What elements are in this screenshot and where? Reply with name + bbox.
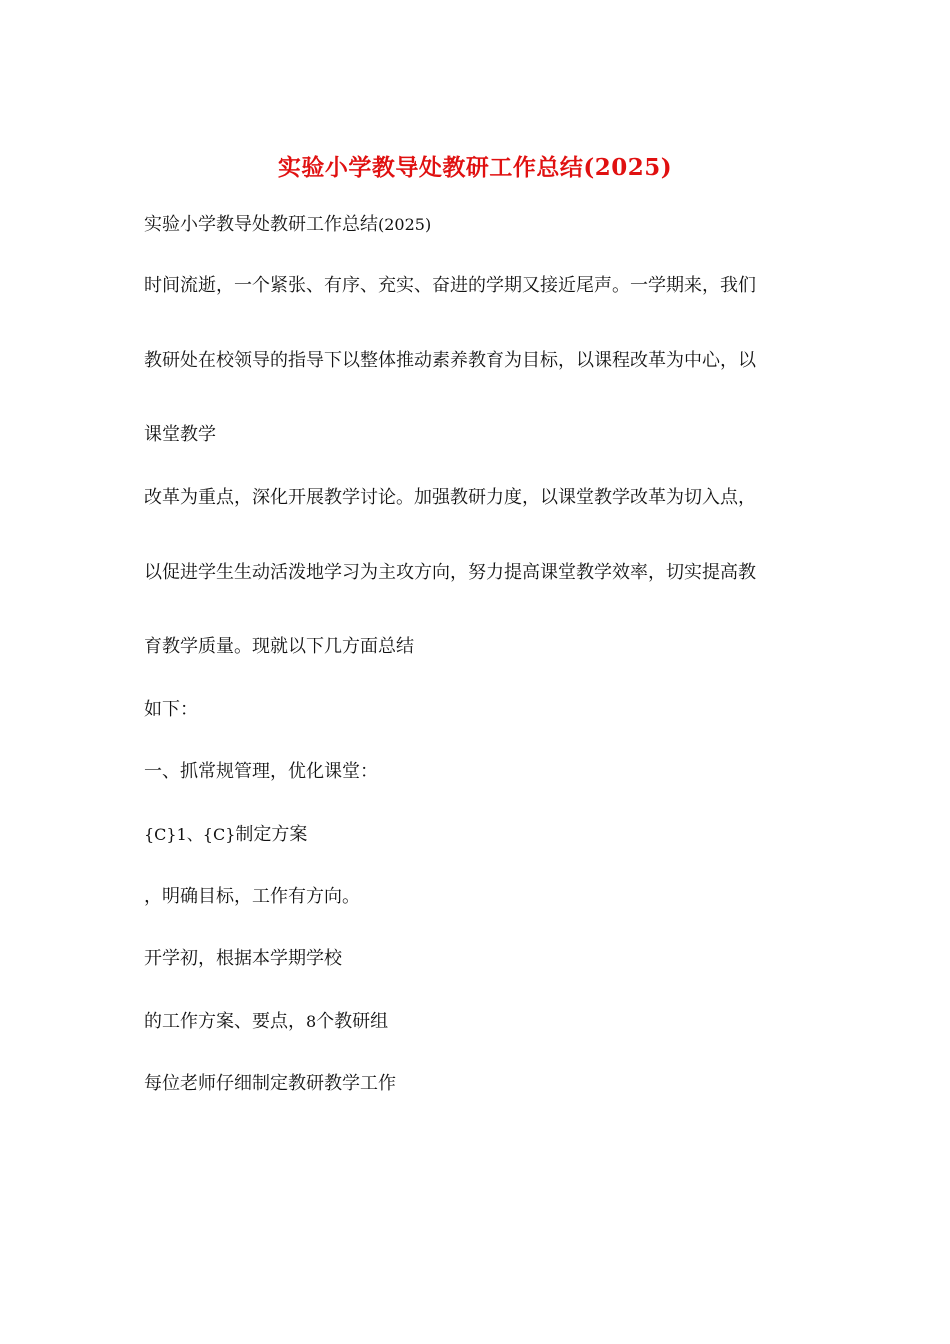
paragraph-line xyxy=(144,1009,388,1035)
subtitle-text: 实验小学教导处教研工作总结 xyxy=(144,214,378,235)
line-suffix: 个教研组 xyxy=(316,1011,389,1032)
paragraph-line: 以促进学生生动活泼地学习为主攻方向，努力提高课堂教学效率，切实提高教 xyxy=(144,562,756,583)
section-heading: 一、抓常规管理，优化课堂： xyxy=(144,761,378,782)
group-count: 8 xyxy=(306,1012,317,1031)
list-item-marker: {C}1、{C} xyxy=(144,825,236,844)
line-prefix: 的工作方案、要点， xyxy=(144,1011,306,1032)
paragraph-line: 教研处在校领导的指导下以整体推动素养教育为目标，以课程改革为中心，以 xyxy=(144,350,756,371)
paragraph-line: 开学初，根据本学期学校 xyxy=(144,948,342,969)
paragraph-line: ，明确目标，工作有方向。 xyxy=(144,886,360,907)
document-subtitle xyxy=(144,212,431,238)
subtitle-year: (2025) xyxy=(378,215,432,234)
paragraph-line: 育教学质量。现就以下几方面总结 xyxy=(144,636,414,657)
paragraph-line: 每位老师仔细制定教研教学工作 xyxy=(144,1073,396,1094)
paragraph-line: 改革为重点，深化开展教学讨论。加强教研力度，以课堂教学改革为切入点， xyxy=(144,487,756,508)
list-item-label: 制定方案 xyxy=(235,824,308,845)
paragraph-line: 时间流逝，一个紧张、有序、充实、奋进的学期又接近尾声。一学期来，我们 xyxy=(144,275,756,296)
paragraph-line: 课堂教学 xyxy=(144,424,216,445)
paragraph-line: 如下： xyxy=(144,699,198,720)
document-title: 实验小学教导处教研工作总结(2025) xyxy=(277,154,673,181)
list-item xyxy=(144,822,307,848)
